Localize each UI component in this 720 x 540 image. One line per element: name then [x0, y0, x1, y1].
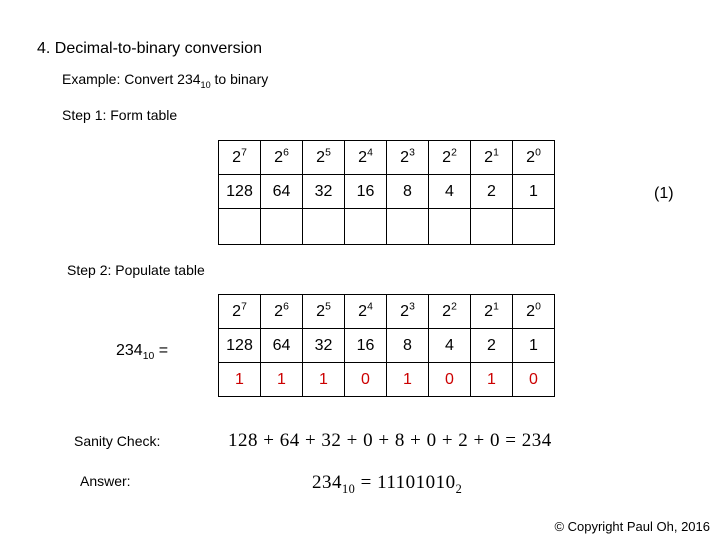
power-cell — [387, 295, 429, 329]
power-exponent: 4 — [367, 147, 373, 159]
power-cell — [219, 295, 261, 329]
bit-cell: 1 — [219, 363, 261, 397]
power-exponent: 3 — [409, 301, 415, 313]
power-exponent: 0 — [535, 147, 541, 159]
power-base: 2 — [316, 148, 326, 166]
decimal-base: 10 — [142, 351, 155, 363]
place-value-cell: 2 — [471, 175, 513, 209]
bit-cell: 1 — [303, 363, 345, 397]
power-base: 2 — [316, 302, 326, 320]
power-exponent: 1 — [493, 147, 499, 159]
empty-bit-cell — [303, 209, 345, 245]
place-value-cell: 4 — [429, 175, 471, 209]
example-base: 10 — [200, 79, 211, 90]
answer-equals: = — [355, 472, 378, 493]
decimal-value-label — [116, 342, 169, 363]
empty-bit-cell — [429, 209, 471, 245]
empty-bits-row — [219, 209, 555, 245]
power-base: 2 — [442, 302, 452, 320]
power-base: 2 — [358, 148, 368, 166]
place-value-cell: 1 — [513, 175, 555, 209]
place-value-cell: 32 — [303, 329, 345, 363]
power-cell — [261, 141, 303, 175]
place-value-cell: 128 — [219, 329, 261, 363]
place-value-cell: 64 — [261, 175, 303, 209]
bit-cell: 0 — [429, 363, 471, 397]
answer-lhs-base: 10 — [342, 481, 356, 496]
bit-cell: 1 — [387, 363, 429, 397]
bits-row — [219, 363, 555, 397]
power-cell — [387, 141, 429, 175]
bit-cell: 1 — [261, 363, 303, 397]
sanity-equation: 128 + 64 + 32 + 0 + 8 + 0 + 2 + 0 = 234 — [228, 430, 552, 451]
empty-bit-cell — [471, 209, 513, 245]
example-suffix: to binary — [210, 71, 269, 87]
answer-equation — [312, 472, 462, 494]
power-cell — [513, 141, 555, 175]
power-base: 2 — [274, 302, 284, 320]
power-base: 2 — [526, 148, 536, 166]
power-cell — [303, 295, 345, 329]
place-values-row — [219, 329, 555, 363]
blank-conversion-table — [218, 140, 555, 245]
empty-bit-cell — [387, 209, 429, 245]
bit-cell: 0 — [345, 363, 387, 397]
copyright-notice: © Copyright Paul Oh, 2016 — [554, 519, 710, 534]
place-value-cell: 32 — [303, 175, 345, 209]
power-exponent: 4 — [367, 301, 373, 313]
power-base: 2 — [484, 148, 494, 166]
empty-bit-cell — [513, 209, 555, 245]
power-base: 2 — [400, 302, 410, 320]
power-cell — [345, 141, 387, 175]
power-exponent: 2 — [451, 147, 457, 159]
empty-bit-cell — [345, 209, 387, 245]
answer-rhs-base: 2 — [455, 481, 463, 496]
place-value-cell: 64 — [261, 329, 303, 363]
power-cell — [219, 141, 261, 175]
place-value-cell: 16 — [345, 175, 387, 209]
power-base: 2 — [274, 148, 284, 166]
place-value-cell: 128 — [219, 175, 261, 209]
power-base: 2 — [526, 302, 536, 320]
answer-lhs: 234 — [312, 472, 342, 493]
slide-title: 4. Decimal-to-binary conversion — [37, 40, 262, 57]
answer-rhs: 11101010 — [377, 472, 456, 493]
power-cell — [471, 295, 513, 329]
power-cell — [429, 295, 471, 329]
power-base: 2 — [400, 148, 410, 166]
power-exponent: 7 — [241, 301, 247, 313]
power-base: 2 — [232, 302, 242, 320]
power-exponent: 5 — [325, 147, 331, 159]
place-value-cell: 16 — [345, 329, 387, 363]
powers-row — [219, 295, 555, 329]
step2-label: Step 2: Populate table — [67, 262, 205, 278]
power-exponent: 0 — [535, 301, 541, 313]
example-number: 234 — [177, 71, 201, 87]
power-cell — [429, 141, 471, 175]
power-cell — [303, 141, 345, 175]
bit-cell: 1 — [471, 363, 513, 397]
decimal-equals: = — [154, 342, 169, 359]
power-base: 2 — [442, 148, 452, 166]
example-prefix: Example: Convert — [62, 71, 178, 87]
equation-number: (1) — [654, 185, 674, 202]
empty-bit-cell — [219, 209, 261, 245]
powers-row — [219, 141, 555, 175]
power-exponent: 2 — [451, 301, 457, 313]
place-value-cell: 8 — [387, 175, 429, 209]
power-cell — [345, 295, 387, 329]
sanity-check-label: Sanity Check: — [74, 433, 161, 449]
step1-label: Step 1: Form table — [62, 107, 178, 123]
example-line — [62, 71, 269, 90]
place-value-cell: 4 — [429, 329, 471, 363]
power-exponent: 3 — [409, 147, 415, 159]
populated-conversion-table — [218, 294, 555, 397]
place-value-cell: 1 — [513, 329, 555, 363]
power-base: 2 — [358, 302, 368, 320]
power-base: 2 — [484, 302, 494, 320]
place-value-cell: 8 — [387, 329, 429, 363]
place-value-cell: 2 — [471, 329, 513, 363]
power-cell — [471, 141, 513, 175]
power-exponent: 6 — [283, 301, 289, 313]
bit-cell: 0 — [513, 363, 555, 397]
power-cell — [261, 295, 303, 329]
power-exponent: 1 — [493, 301, 499, 313]
power-exponent: 5 — [325, 301, 331, 313]
answer-label: Answer: — [80, 473, 131, 489]
power-exponent: 7 — [241, 147, 247, 159]
decimal-number: 234 — [116, 342, 143, 359]
power-base: 2 — [232, 148, 242, 166]
place-values-row — [219, 175, 555, 209]
power-exponent: 6 — [283, 147, 289, 159]
power-cell — [513, 295, 555, 329]
empty-bit-cell — [261, 209, 303, 245]
